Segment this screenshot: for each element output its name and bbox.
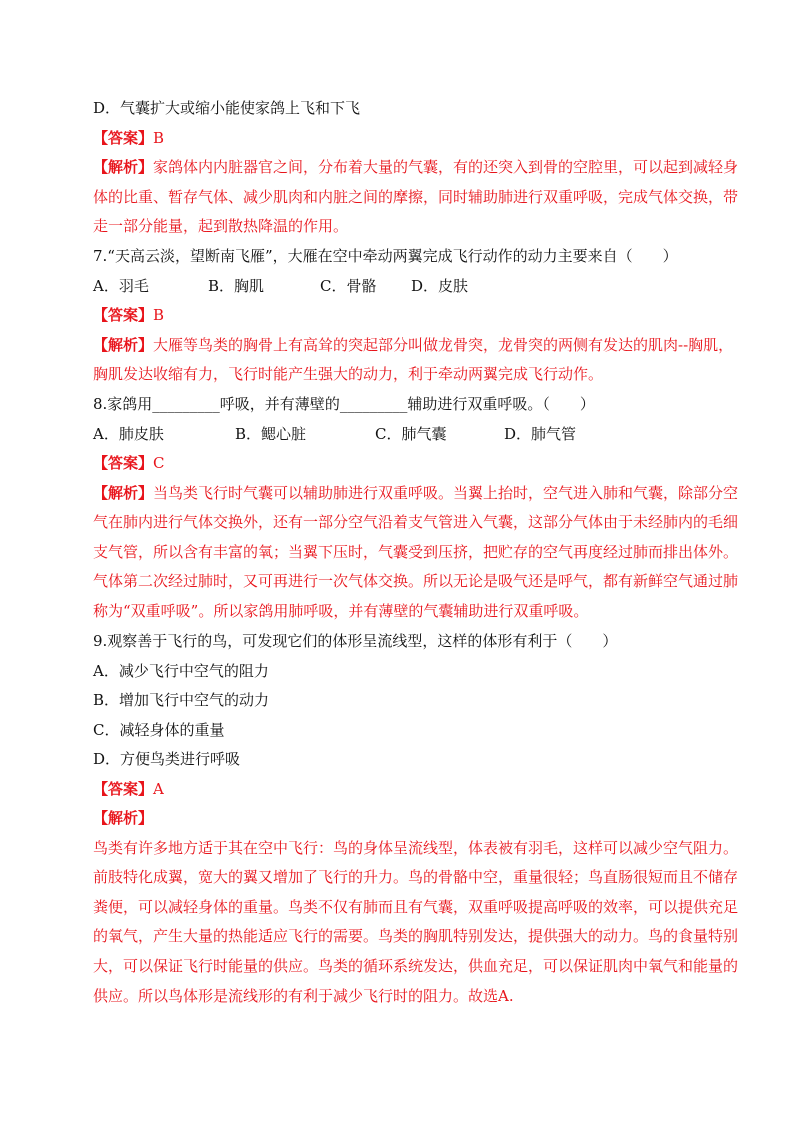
q6-analysis-line: 体的比重、暂存气体、减少肌肉和内脏之间的摩擦，同时辅助肺进行双重呼吸，完成气体交换，带 xyxy=(93,188,739,206)
q7-analysis-line xyxy=(93,335,733,355)
q9-option-d: D．方便鸟类进行呼吸 xyxy=(93,750,241,768)
q9-analysis-line: 前肢特化成翼，宽大的翼又增加了飞行的升力。鸟的骨骼中空，重量很轻；鸟直肠很短而且不储存 xyxy=(93,868,739,886)
q9-analysis-line: 供应。所以鸟体形是流线形的有利于减少飞行时的阻力。故选A. xyxy=(93,987,514,1005)
q7-option-b: B．胸肌 xyxy=(208,277,265,295)
q9-stem: 9.观察善于飞行的鸟，可发现它们的体形呈流线型，这样的体形有利于（ ） xyxy=(93,632,618,650)
q9-analysis-tag-line xyxy=(93,808,153,828)
q8-stem: 8.家鸽用_________呼吸，并有薄壁的_________辅助进行双重呼吸。（ ） xyxy=(93,395,595,413)
q8-answer xyxy=(93,453,165,473)
q9-analysis-line: 鸟类有许多地方适于其在空中飞行：鸟的身体呈流线型，体表被有羽毛，这样可以减少空气阻力。 xyxy=(93,839,739,857)
q7-option-c: C．骨骼 xyxy=(320,277,377,295)
q9-option-a: A．减少飞行中空气的阻力 xyxy=(93,662,269,680)
q7-stem: 7.“天高云淡，望断南飞雁”，大雁在空中牵动两翼完成飞行动作的动力主要来自（ ） xyxy=(93,247,678,265)
q7-answer-tag: 【答案】 xyxy=(93,306,154,324)
q9-answer xyxy=(93,779,164,799)
q9-answer-value: A xyxy=(153,780,164,798)
q8-analysis-line: 称为“双重呼吸”。所以家鸽用肺呼吸，并有薄壁的气囊辅助进行双重呼吸。 xyxy=(93,602,589,620)
q9-analysis-tag: 【解析】 xyxy=(93,809,154,827)
q7-option-d: D．皮肤 xyxy=(411,277,469,295)
q6-analysis-line xyxy=(93,157,738,177)
q6-analysis-tag: 【解析】 xyxy=(93,158,154,176)
q6-answer-tag: 【答案】 xyxy=(93,129,154,147)
q8-answer-tag: 【答案】 xyxy=(93,454,154,472)
q9-option-c: C．减轻身体的重量 xyxy=(93,721,225,739)
q6-option-d: D．气囊扩大或缩小能使家鸽上飞和下飞 xyxy=(93,99,361,117)
q9-analysis-line: 大，可以保证飞行时能量的供应。鸟类的循环系统发达，供血充足，可以保证肌肉中氧气和能量的 xyxy=(93,957,739,975)
q6-answer-value: B xyxy=(153,129,165,147)
q7-analysis-tag: 【解析】 xyxy=(93,336,154,354)
q9-option-b: B．增加飞行中空气的动力 xyxy=(93,691,270,709)
q6-answer xyxy=(93,128,164,148)
q9-analysis-line: 的氧气，产生大量的热能适应飞行的需要。鸟类的胸肌特别发达，提供强大的动力。鸟的食量特别 xyxy=(93,927,739,945)
q6-analysis-line: 走一部分能量，起到散热降温的作用。 xyxy=(93,217,349,235)
q9-analysis-line: 粪便，可以减轻身体的重量。鸟类不仅有肺而且有气囊，双重呼吸提高呼吸的效率，可以提供充足 xyxy=(93,898,739,916)
q7-analysis-line: 胸肌发达收缩有力，飞行时能产生强大的动力，利于牵动两翼完成飞行动作。 xyxy=(93,365,604,383)
q8-analysis-line: 支气管，所以含有丰富的氧；当翼下压时，气囊受到压挤，把贮存的空气再度经过肺而排出体外。 xyxy=(93,543,739,561)
q8-option-b: B．鳃心脏 xyxy=(235,425,307,443)
q9-answer-tag: 【答案】 xyxy=(93,780,154,798)
q8-analysis-line: 气在肺内进行气体交换外，还有一部分空气沿着支气管进入气囊，这部分气体由于未经肺内的毛细 xyxy=(93,513,739,531)
q8-option-a: A．肺皮肤 xyxy=(93,425,164,443)
q7-option-a: A．羽毛 xyxy=(93,277,149,295)
q8-option-c: C．肺气囊 xyxy=(375,425,447,443)
q6-analysis-text: 家鸽体内内脏器官之间，分布着大量的气囊，有的还突入到骨的空腔里，可以起到减轻身 xyxy=(153,158,739,176)
q8-analysis-line: 气体第二次经过肺时，又可再进行一次气体交换。所以无论是吸气还是呼气，都有新鲜空气通过肺 xyxy=(93,572,739,590)
q8-analysis-text: 当鸟类飞行时气囊可以辅助肺进行双重呼吸。当翼上抬时，空气进入肺和气囊，除部分空 xyxy=(153,484,739,502)
q8-analysis-line xyxy=(93,483,738,503)
q7-analysis-text: 大雁等鸟类的胸骨上有高耸的突起部分叫做龙骨突，龙骨突的两侧有发达的肌肉--胸肌， xyxy=(153,336,734,354)
q8-answer-value: C xyxy=(153,454,165,472)
q7-answer xyxy=(93,305,164,325)
q7-answer-value: B xyxy=(153,306,165,324)
q8-option-d: D．肺气管 xyxy=(504,425,577,443)
q8-analysis-tag: 【解析】 xyxy=(93,484,154,502)
